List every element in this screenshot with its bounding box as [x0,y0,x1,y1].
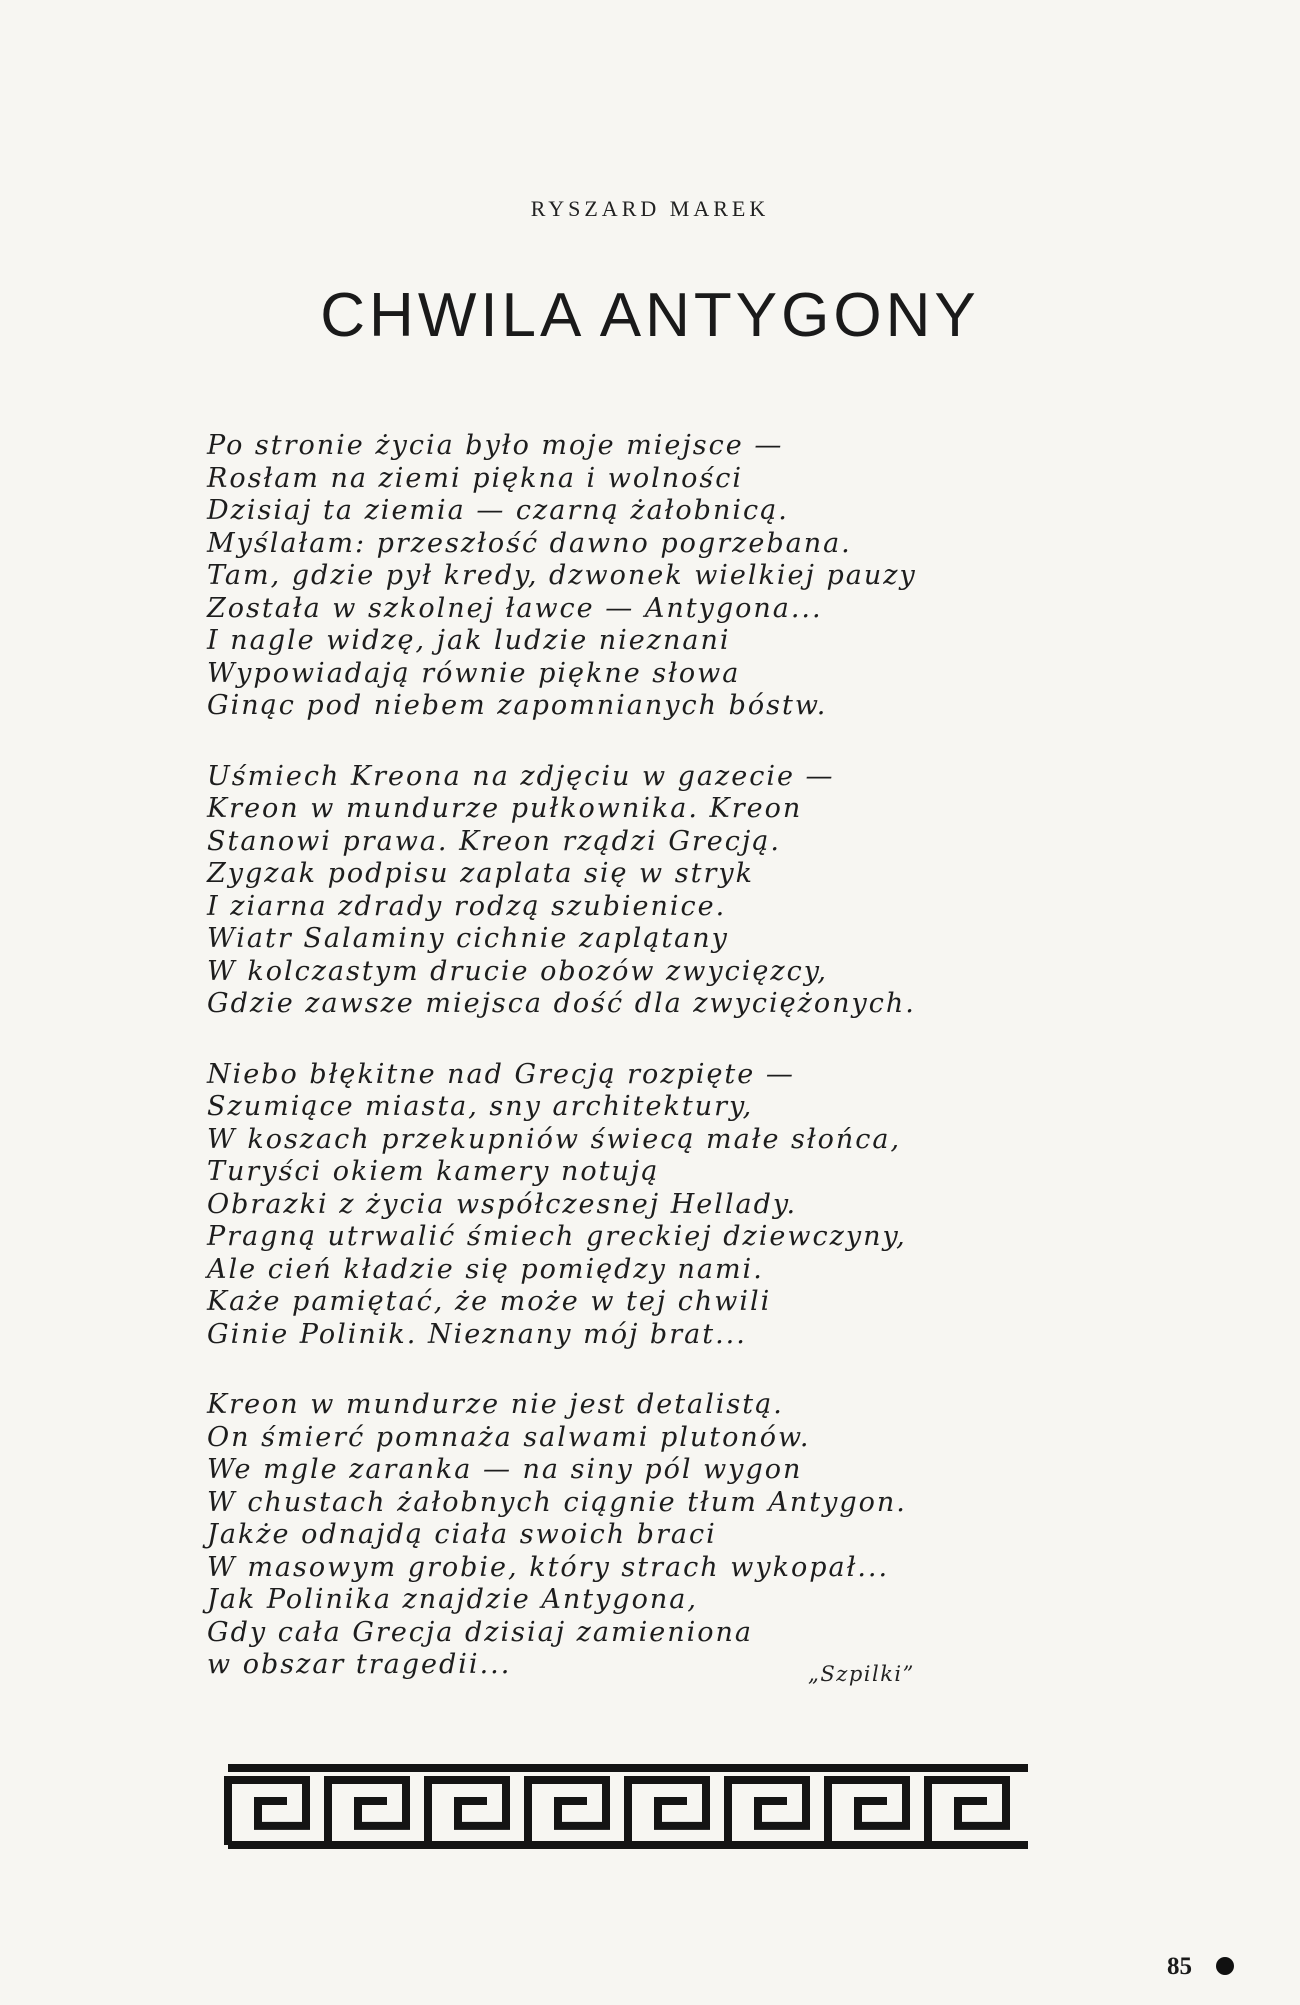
stanza-1 [207,430,1027,723]
poem-line: W chustach żałobnych ciągnie tłum Antygon. [207,1486,907,1518]
poem-line: Kreon w mundurze pułkownika. Kreon [207,793,803,824]
poem-line: We mgle zaranka — na siny pól wygon [207,1454,803,1485]
poem-body [207,430,1027,1720]
author-name: RYSZARD MAREK [530,196,770,221]
poem-line: Stanowi prawa. Kreon rządzi Grecją. [207,825,781,857]
poem-line: W kolczastym drucie obozów zwycięzcy, [207,955,828,987]
poem-line: Ginie Polinik. Nieznany mój brat... [207,1318,747,1350]
poem-line: Dzisiaj ta ziemia — czarną żałobnicą. [207,495,789,526]
stanza-4 [207,1389,1027,1682]
poem-line: Szumiące miasta, sny architektury, [207,1091,754,1122]
meander-top-band [228,1764,1028,1772]
poem-line: Wiatr Salaminy cichnie zaplątany [207,923,729,954]
meander-motif [328,1780,406,1841]
poem-line: Tam, gdzie pył kredy, dzwonek wielkiej pauzy [207,560,917,591]
poem-line: I nagle widzę, jak ludzie nieznani [207,625,731,656]
poem-line: Uśmiech Kreona na zdjęciu w gazecie — [207,760,835,792]
poem-line: Została w szkolnej ławce — Antygona... [207,592,823,624]
poem-line: Ale cień kładzie się pomiędzy nami. [207,1253,764,1285]
poem-line: W masowym grobie, który strach wykopał... [207,1551,890,1583]
source-attribution: „Szpilki” [808,1662,915,1686]
greek-key-ornament [224,1758,1032,1853]
poem-line: Pragną utrwalić śmiech greckiej dziewczyny, [207,1221,907,1252]
page-number: 85 [1167,1953,1192,1980]
poem-line: Zygzak podpisu zaplata się w stryk [207,858,754,889]
meander-motif [728,1780,806,1841]
meander-motif [628,1780,706,1841]
poem-line: Rosłam na ziemi piękna i wolności [207,462,744,494]
meander-motif [428,1780,506,1841]
poem-line: Obrazki z życia współczesnej Hellady. [207,1188,798,1220]
stanza-2 [207,761,1027,1021]
poem-line: Niebo błękitne nad Grecją rozpięte — [207,1058,795,1090]
meander-motif [228,1780,306,1841]
bullet-icon [1216,1957,1234,1975]
stanza-3 [207,1059,1027,1352]
meander-motif [528,1780,606,1841]
poem-line: Turyści okiem kamery notują [207,1156,660,1187]
poem-line: Po stronie życia było moje miejsce — [207,430,784,461]
poem-line: I ziarna zdrady rodzą szubienice. [207,890,727,922]
poem-line: Jakże odnajdą ciała swoich braci [207,1519,717,1550]
poem-line: Gdy cała Grecja dzisiaj zamieniona [207,1616,753,1648]
poem-line: Kreon w mundurze nie jest detalistą. [207,1389,784,1420]
poem-line: Gdzie zawsze miejsca dość dla zwyciężonych. [207,988,916,1019]
poem-line: W koszach przekupniów świecą małe słońca, [207,1123,902,1155]
poem-title: CHWILA ANTYGONY [320,281,980,350]
meander-motif [828,1780,906,1841]
poem-line: Myślałam: przeszłość dawno pogrzebana. [207,527,852,559]
poem-line: Wypowiadają równie piękne słowa [207,657,741,689]
poem-line: Ginąc pod niebem zapomnianych bóstw. [207,690,828,721]
poem-line: Jak Polinika znajdzie Antygona, [207,1584,698,1615]
poem-line: w obszar tragedii... [207,1649,512,1680]
meander-motif [928,1780,1006,1841]
poem-line: Każe pamiętać, że może w tej chwili [207,1286,772,1317]
poem-line: On śmierć pomnaża salwami plutonów. [207,1421,811,1453]
